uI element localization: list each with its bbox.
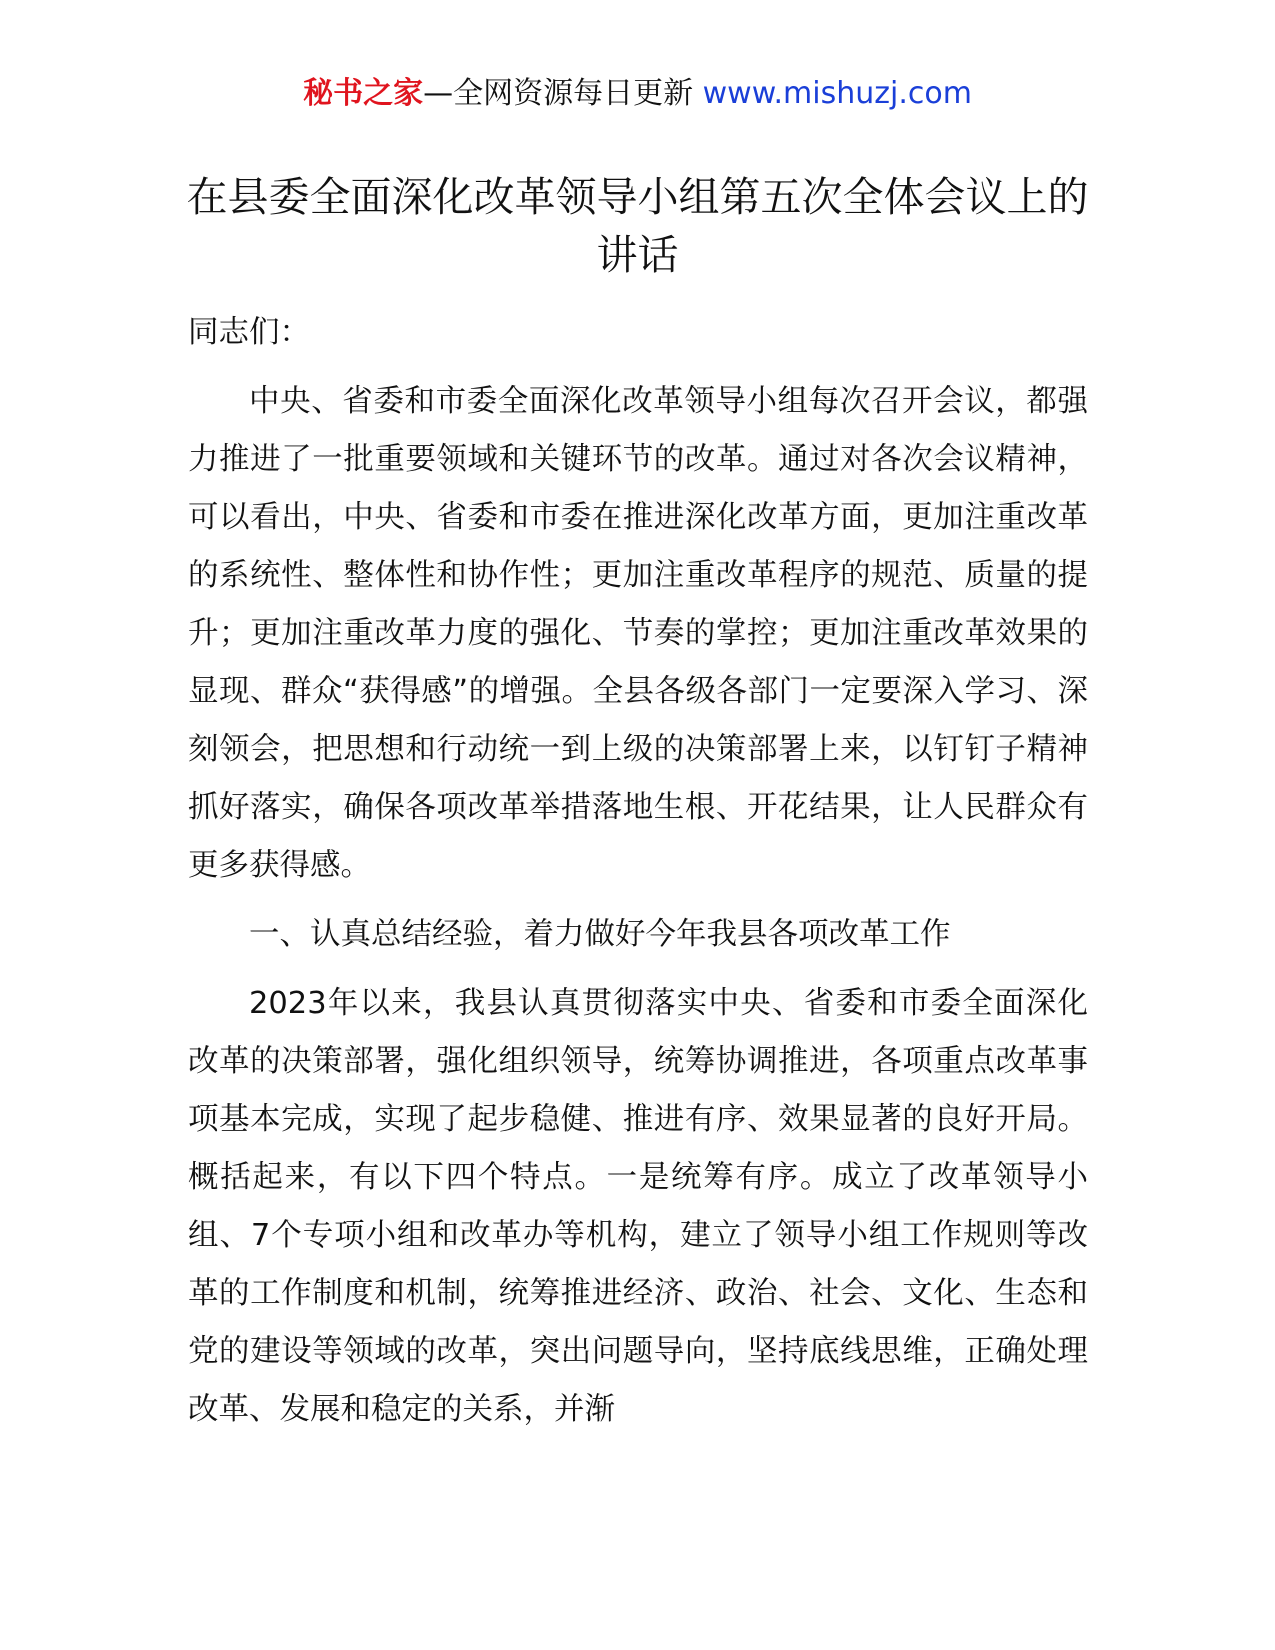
site-header	[0, 72, 1275, 116]
body-paragraph: 2023年以来，我县认真贯彻落实中央、省委和市委全面深化改革的决策部署，强化组织领导，统筹协调推进，各项重点改革事项基本完成，实现了起步稳健、推进有序、效果显著的良好开局。概括起来，有以下四个特点。一是统筹有序。成立了改革领导小组、7个专项小组和改革办等机构，建立了领导小组工作规则等改革的工作制度和机制，统筹推进经济、政治、社会、文化、生态和党的建设等领域的改革，突出问题导向，坚持底线思维，正确处理改革、发展和稳定的关系，并渐	[188, 986, 1088, 1427]
section-heading: 一、认真总结经验，着力做好今年我县各项改革工作	[249, 917, 951, 952]
salutation: 同志们：	[188, 315, 310, 350]
site-url-link[interactable]: www.mishuzj.com	[702, 76, 972, 111]
document-title: 在县委全面深化改革领导小组第五次全体会议上的讲话	[186, 173, 1089, 279]
site-brand: 秘书之家	[303, 76, 424, 111]
body-paragraph: 中央、省委和市委全面深化改革领导小组每次召开会议，都强力推进了一批重要领域和关键环节的改革。通过对各次会议精神，可以看出，中央、省委和市委在推进深化改革方面，更加注重改革的系统性、整体性和协作性；更加注重改革程序的规范、质量的提升；更加注重改革力度的强化、节奏的掌控；更加注重改革效果的显现、群众“获得感”的增强。全县各级各部门一定要深入学习、深刻领会，把思想和行动统一到上级的决策部署上来，以钉钉子精神抓好落实，确保各项改革举措落地生根、开花结果，让人民群众有更多获得感。	[188, 384, 1088, 883]
document-body	[188, 304, 1088, 1450]
site-tagline: —全网资源每日更新	[423, 76, 694, 111]
